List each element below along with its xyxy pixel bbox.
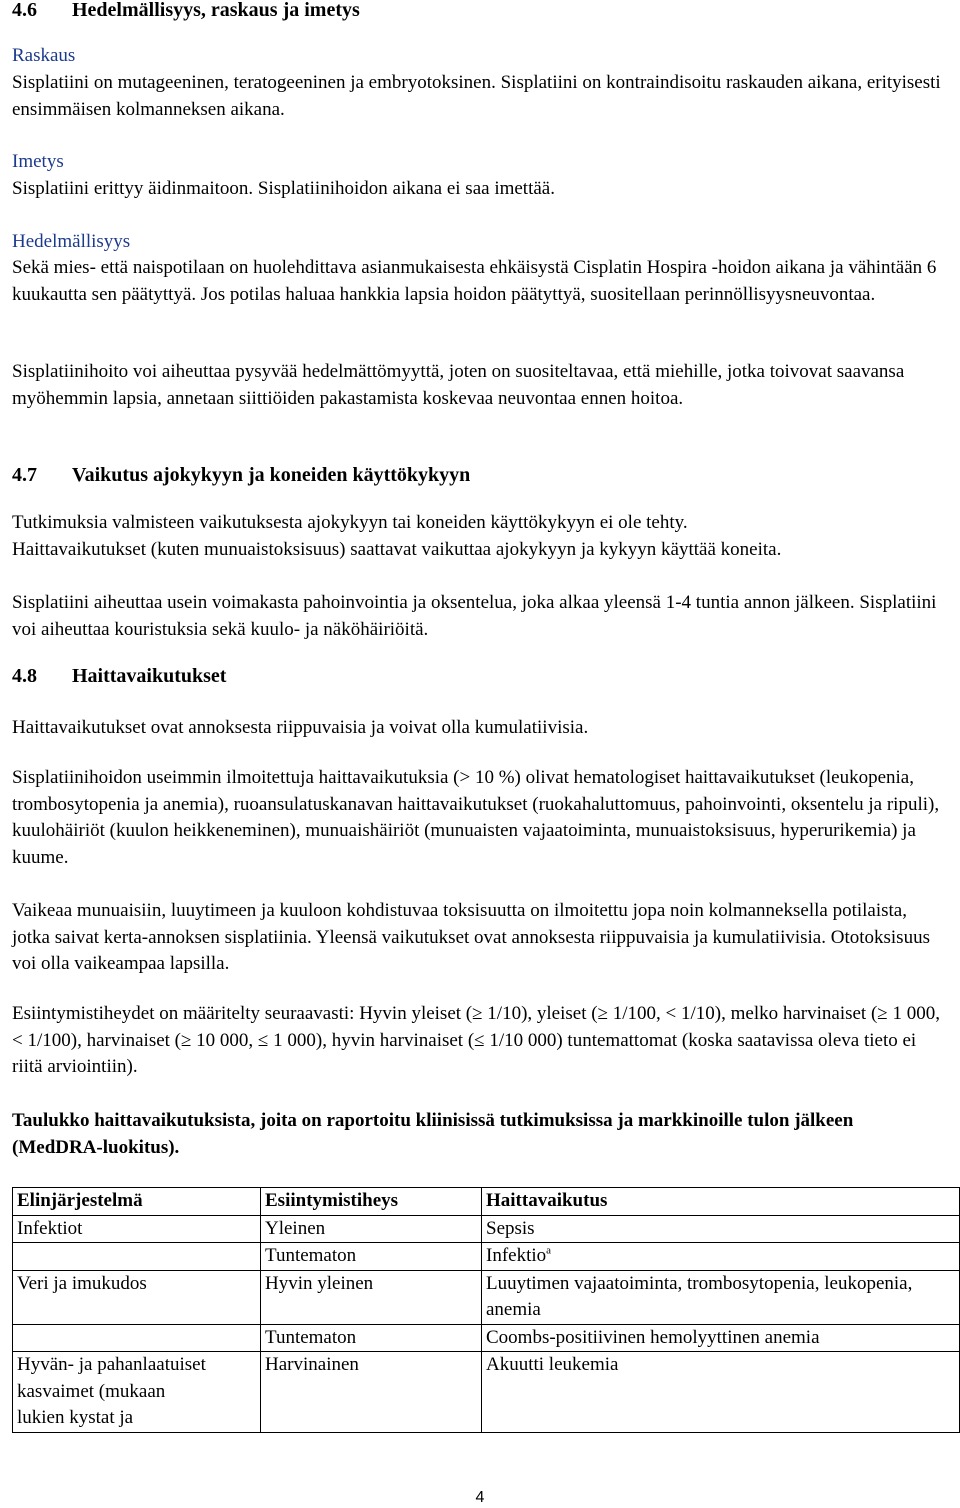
organ-cell: Infektiot	[13, 1215, 261, 1243]
section-4-8-heading	[12, 663, 226, 690]
imetys-text: Sisplatiini erittyy äidinmaitoon. Sisplatiinihoidon aikana ei saa imettää.	[12, 178, 555, 199]
column-header-frequency: Esiintymistiheys	[261, 1188, 482, 1216]
frequency-cell: Tuntematon	[261, 1243, 482, 1271]
frequency-cell: Hyvin yleinen	[261, 1270, 482, 1324]
ajokyky-paragraph-2: Sisplatiini aiheuttaa usein voimakasta pahoinvointia ja oksentelua, joka alkaa yleensä 1-4 tuntia annon jälkeen. Sisplatiini voi aiheuttaa kouristuksia sekä kuulo- ja näköhäiriöitä.	[12, 592, 937, 640]
hedelmallisyys-text-2: Sisplatiinihoito voi aiheuttaa pysyvää hedelmättömyyttä, joten on suositeltavaa, että miehille, jotka toivovat saavansa myöhemmin lapsia, annetaan siittiöiden pakastamista koskevaa neuvontaa ennen hoitoa.	[12, 361, 905, 409]
section-number: 4.8	[12, 665, 37, 687]
raskaus-text: Sisplatiini on mutageeninen, teratogeeninen ja embryotoksinen. Sisplatiini on kontraindisoitu raskauden aikana, erityisesti ensimmäisen kolmanneksen aikana.	[12, 72, 941, 120]
section-4-7-heading	[12, 462, 470, 489]
organ-cell	[13, 1243, 261, 1271]
section-number: 4.6	[12, 0, 37, 21]
organ-cell: Veri ja imukudos	[13, 1270, 261, 1324]
table-header-row	[13, 1188, 960, 1216]
hedelmallisyys-text: Sekä mies- että naispotilaan on huolehdittava asianmukaisesta ehkäisystä Cisplatin Hospira -hoidon aikana ja vähintään 6 kuukautta sen päätyttyä. Jos potilas haluaa hankkia lapsia hoidon päätyttyä, suositellaan perinnöllisyysneuvontaa.	[12, 257, 937, 305]
section-number: 4.7	[12, 464, 37, 486]
organ-cell	[13, 1324, 261, 1352]
ajokyky-line-2: Haittavaikutukset (kuten munuaistoksisuus) saattavat vaikuttaa ajokykyyn ja kykyyn käyttää koneita.	[12, 539, 782, 560]
haittavaikutukset-paragraph-1: Haittavaikutukset ovat annoksesta riippuvaisia ja voivat olla kumulatiivisia.	[12, 717, 589, 738]
haittavaikutukset-paragraph-2: Sisplatiinihoidon useimmin ilmoitettuja haittavaikutuksia (> 10 %) olivat hematologiset haittavaikutukset (leukopenia, trombosytopenia ja anemia), ruoansulatuskanavan haittavaikutukset (ruokahaluttomuus, pahoinvointi, oksentelu ja ripuli), kuulohäiriöt (kuulon heikkeneminen), munuaishäiriöt (munuaisten vajaatoiminta, munuaistoksisuus, hyperurikemia) ja kuume.	[12, 767, 940, 868]
section-title: Haittavaikutukset	[72, 665, 227, 687]
section-4-6-heading	[12, 0, 360, 24]
haittavaikutukset-paragraph-3: Vaikeaa munuaisiin, luuytimeen ja kuuloon kohdistuvaa toksisuutta on ilmoitettu jopa noin kolmanneksella potilaista, jotka saivat kerta-annoksen sisplatiinia. Yleensä vaikutukset ovat annoksesta riippuvaisia ja kumulatiivisia. Ototoksisuus voi olla vaikeampaa lapsilla.	[12, 900, 930, 974]
frequency-cell: Yleinen	[261, 1215, 482, 1243]
table-row	[13, 1352, 960, 1433]
ajokyky-line-1: Tutkimuksia valmisteen vaikutuksesta ajokykyyn tai koneiden käyttökykyyn ei ole tehty.	[12, 512, 688, 533]
organ-cell: Hyvän- ja pahanlaatuiset kasvaimet (mukaan lukien kystat ja	[13, 1352, 261, 1433]
section-title: Vaikutus ajokykyyn ja koneiden käyttökykyyn	[72, 464, 471, 486]
adverse-effects-table	[12, 1187, 960, 1433]
raskaus-heading: Raskaus	[12, 45, 76, 66]
effect-cell: Akuutti leukemia	[482, 1352, 960, 1433]
column-header-effect: Haittavaikutus	[482, 1188, 960, 1216]
section-title: Hedelmällisyys, raskaus ja imetys	[72, 0, 360, 21]
effect-cell: Infektio$^a$	[482, 1243, 960, 1271]
frequency-cell: Harvinainen	[261, 1352, 482, 1433]
effect-cell: Coombs-positiivinen hemolyyttinen anemia	[482, 1324, 960, 1352]
frequency-definitions: Esiintymistiheydet on määritelty seuraavasti: Hyvin yleiset (≥ 1/10), yleiset (≥ 1/100, < 1/10), melko harvinaiset (≥ 1 000, < 1/100), harvinaiset (≥ 10 000, ≤ 1 000), hyvin harvinaiset (≤ 1/10 000) tuntemattomat (koska saatavissa oleva tieto ei riitä arviointiin).	[12, 1003, 940, 1077]
imetys-heading: Imetys	[12, 151, 64, 172]
page-number: 4	[475, 1489, 485, 1506]
column-header-organ: Elinjärjestelmä	[13, 1188, 261, 1216]
frequency-cell: Tuntematon	[261, 1324, 482, 1352]
table-row	[13, 1270, 960, 1324]
table-row	[13, 1324, 960, 1352]
table-row	[13, 1243, 960, 1271]
hedelmallisyys-heading: Hedelmällisyys	[12, 231, 131, 252]
effect-cell: Luuytimen vajaatoiminta, trombosytopenia, leukopenia, anemia	[482, 1270, 960, 1324]
table-row	[13, 1215, 960, 1243]
effect-cell: Sepsis	[482, 1215, 960, 1243]
table-title: Taulukko haittavaikutuksista, joita on raportoitu kliinisissä tutkimuksissa ja markkinoille tulon jälkeen (MedDRA-luokitus).	[12, 1110, 854, 1158]
